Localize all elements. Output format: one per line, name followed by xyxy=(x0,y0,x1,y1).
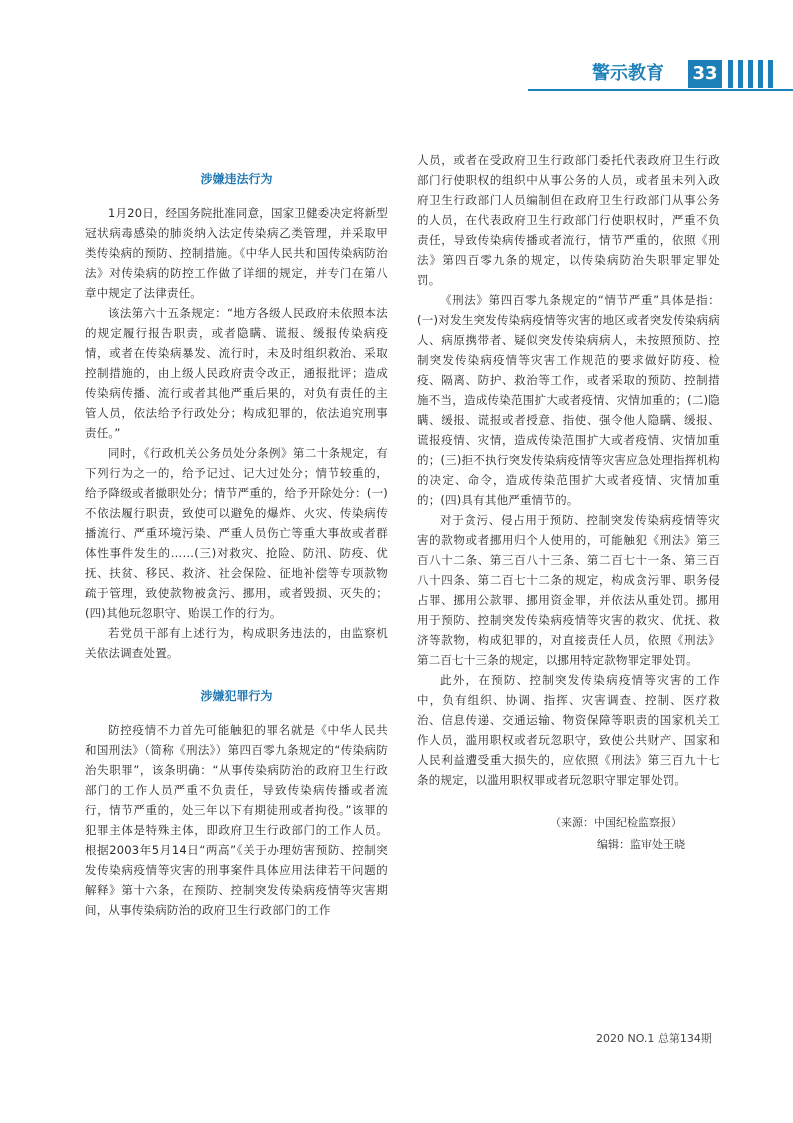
right-column xyxy=(417,150,720,856)
section-title: 警示教育 xyxy=(592,63,664,84)
paragraph: 该法第六十五条规定：“地方各级人民政府未依照本法的规定履行报告职责，或者隐瞒、谎报、缓报传染病疫情，或者在传染病暴发、流行时，未及时组织救治、采取控制措施的，由上级人民政府责令改正，通报批评；造成传染病传播、流行或者其他严重后果的，对负有责任的主管人员，依法给予行政处分；构成犯罪的，依法追究刑事责任。” xyxy=(85,306,388,440)
page-number: 33 xyxy=(688,60,722,88)
paragraph: 对于贪污、侵占用于预防、控制突发传染病疫情等灾害的款物或者挪用归个人使用的，可能触犯《刑法》第三百八十二条、第三百八十三条、第二百七十一条、第三百八十四条、第二百七十二条的规定，构成贪污罪、职务侵占罪、挪用公款罪、挪用资金罪，并依法从重处罚。挪用用于预防、控制突发传染病疫情等灾害的救灾、优抚、救济等款物，构成犯罪的，对直接责任人员，依照《刑法》第二百七十三条的规定，以挪用特定款物罪定罪处罚。 xyxy=(417,513,720,667)
paragraph: 同时，《行政机关公务员处分条例》第二十条规定，有下列行为之一的，给予记过、记大过处分；情节较重的，给予降级或者撤职处分；情节严重的，给予开除处分：(一)不依法履行职责，致使可以避免的爆炸、火灾、传染病传播流行、严重环境污染、严重人员伤亡等重大事故或者群体性事件发生的……(三)对救灾、抢险、防汛、防疫、优抚、扶贫、移民、救济、社会保险、征地补偿等专项款物疏于管理，致使款物被贪污、挪用，或者毁损、灭失的；(四)其他玩忽职守、贻误工作的行为。 xyxy=(85,446,388,620)
paragraph: 若党员干部有上述行为，构成职务违法的，由监察机关依法调查处置。 xyxy=(85,626,388,660)
section-heading-violation: 涉嫌违法行为 xyxy=(200,172,273,186)
paragraph: 《刑法》第四百零九条规定的“情节严重”具体是指：(一)对发生突发传染病疫情等灾害的地区或者突发传染病病人、病原携带者、疑似突发传染病病人，未按照预防、控制突发传染病疫情等灾害工作规范的要求做好防疫、检疫、隔离、防护、救治等工作，或者采取的预防、控制措施不当，造成传染范围扩大或者疫情、灾情加重的；(二)隐瞒、缓报、谎报或者授意、指使、强令他人隐瞒、缓报、谎报疫情、灾情，造成传染范围扩大或者疫情、灾情加重的；(三)拒不执行突发传染病疫情等灾害应急处理指挥机构的决定、命令，造成传染范围扩大或者疫情、灾情加重的；(四)具有其他严重情节的。 xyxy=(417,293,720,507)
header-stripe xyxy=(748,60,753,88)
source-credit: （来源：中国纪检监察报） xyxy=(550,816,682,829)
page-header xyxy=(0,0,793,110)
paragraph: 此外，在预防、控制突发传染病疫情等灾害的工作中，负有组织、协调、指挥、灾害调查、控制、医疗救治、信息传递、交通运输、物资保障等职责的国家机关工作人员，滥用职权或者玩忽职守，致使公共财产、国家和人民利益遭受重大损失的，应依照《刑法》第三百九十七条的规定，以滥用职权罪或者玩忽职守罪定罪处罚。 xyxy=(417,673,720,787)
issue-number: 2020 NO.1 xyxy=(596,1032,655,1045)
paragraph: 防控疫情不力首先可能触犯的罪名就是《中华人民共和国刑法》（简称《刑法》）第四百零九条规定的“传染病防治失职罪”，该条明确：“从事传染病防治的政府卫生行政部门的工作人员严重不负责任，导致传染病传播或者流行，情节严重的，处三年以下有期徒刑或者拘役。”该罪的犯罪主体是特殊主体，即政府卫生行政部门的工作人员。根据2003年5月14日“两高”《关于办理妨害预防、控制突发传染病疫情等灾害的刑事案件具体应用法律若干问题的解释》第十六条，在预防、控制突发传染病疫情等灾害期间，从事传染病防治的政府卫生行政部门的工作 xyxy=(85,723,388,917)
section-heading-crime: 涉嫌犯罪行为 xyxy=(200,689,273,703)
paragraph: 人员，或者在受政府卫生行政部门委托代表政府卫生行政部门行使职权的组织中从事公务的人员，或者虽未列入政府卫生行政部门人员编制但在政府卫生行政部门从事公务的人员，在代表政府卫生行政部门行使职权时，严重不负责任，导致传染病传播或者流行，情节严重的，依照《刑法》第四百零九条的规定，以传染病防治失职罪定罪处罚。 xyxy=(417,153,720,287)
header-stripe xyxy=(768,60,773,88)
editor-credit: 编辑：监审处王晓 xyxy=(597,838,685,851)
header-stripe xyxy=(728,60,733,88)
total-issue: 总第134期 xyxy=(657,1032,712,1045)
page-footer xyxy=(596,1030,712,1046)
header-stripe xyxy=(738,60,743,88)
header-rule xyxy=(528,89,793,91)
paragraph: 1月20日，经国务院批准同意，国家卫健委决定将新型冠状病毒感染的肺炎纳入法定传染病乙类管理，并采取甲类传染病的预防、控制措施。《中华人民共和国传染病防治法》对传染病的防控工作做了详细的规定，并专门在第八章中规定了法律责任。 xyxy=(85,206,388,300)
header-stripe xyxy=(758,60,763,88)
left-column xyxy=(85,150,388,920)
